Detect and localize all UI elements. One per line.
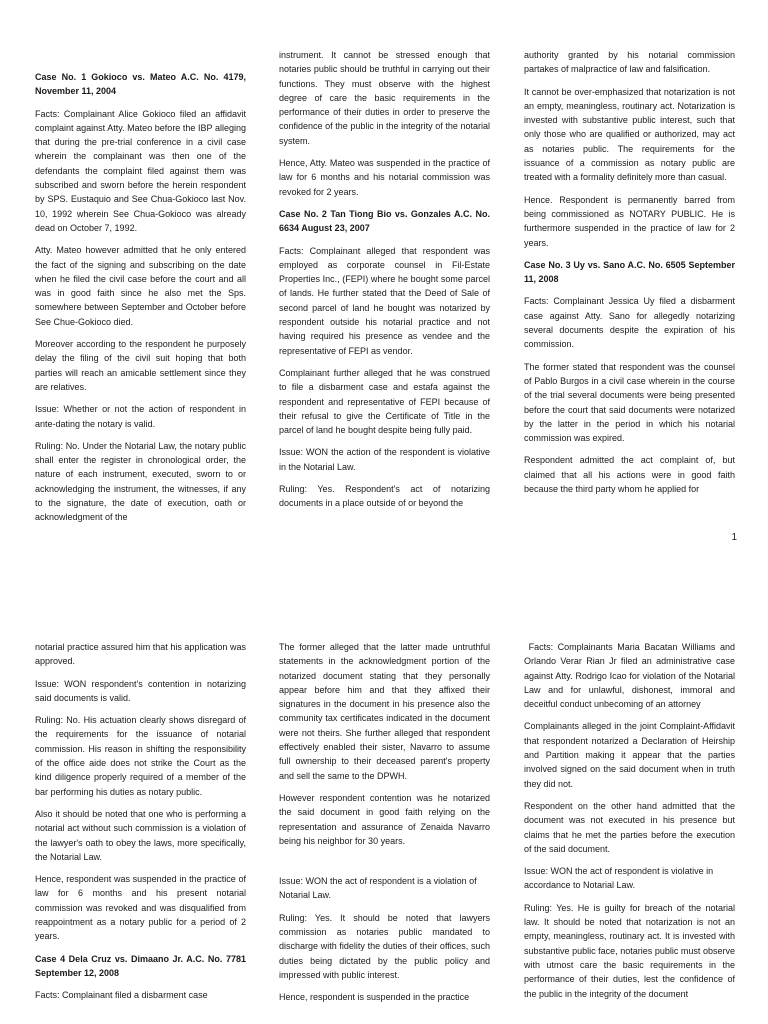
paragraph: Respondent on the other hand admitted that the document was not executed in his presence but claims that he met the parties before the execution of the said document. [524,800,735,854]
page1-column-1 [35,70,246,533]
paragraph: Atty. Mateo however admitted that he only entered the fact of the signing and subscribing on the date when he filed the civil case before the court and all was in good faith since he also met the Sps. somewhere between September and October before See Chue-Gokioco died. [35,245,246,327]
paragraph: Issue: WON the act of respondent is violative in accordance to Notarial Law. [524,866,714,891]
paragraph: Respondent admitted the act complaint of, but claimed that all his actions were in good faith because the third party whom he applied for [524,455,735,495]
paragraph: Issue: WON the action of the respondent is violative in the Notarial Law. [279,447,490,472]
paragraph: Complainant further alleged that he was construed to file a disbarment case and estafa against the respondent and representative of FEPI because of their refusal to give the Certificate of Title in the parcel of land he bought despite being fully paid. [279,367,490,436]
paragraph: Hence, respondent was suspended in the practice of law for 6 months and his present notarial commission was revoked and was disqualified from reappointment as a notary public for a period of 2 years. [35,874,246,942]
case-heading: Case No. 3 Uy vs. Sano A.C. No. 6505 September 11, 2008 [524,259,735,285]
paragraph: The former alleged that the latter made untruthful statements in the acknowledgment portion of the notarized document stating that they personally appear before him and that they affixed their signatures in the document in his presence also the community tax certificates indicated in the document were not theirs. She further alleged that respondent effectively enabled their sister, Navarro to assume full ownership to their deceased parent's property and sell the same to the DPWH. [279,642,490,781]
paragraph: Issue: Whether or not the action of respondent in ante-dating the notary is valid. [35,404,246,429]
paragraph: Ruling: Yes. It should be noted that lawyers commission as notaries public mandated to discharge with fidelity the duties of their offices, such duties being dictated by the public policy and impressed with public interest. [279,912,490,980]
paragraph: Facts: Complainant Alice Gokioco filed an affidavit complaint against Atty. Mateo before the IBP alleging that during the pre-trial conference in a civil case wherein the complainant was then one of the defendants the complaint filed against them was subscribed and sworn before the herein respondent by SPS. Eustaquio and See Chua-Gokioco last Nov. 10, 1992 wherein See Chua-Gokioco was already dead on October 7, 1992. [35,108,246,233]
paragraph: Hence. Respondent is permanently barred from being commissioned as NOTARY PUBLIC. He is furthermore suspended in the practice of law for 2 years. [524,194,735,248]
paragraph: Facts: Complainants Maria Bacatan Williams and Orlando Verar Rian Jr filed an administrative case against Atty. Rodrigo Icao for violation of the Notarial Law and for unlawful, dishonest, immoral and deceitful conduct unbecoming of an attorney [524,642,735,710]
paragraph: Facts: Complainant alleged that respondent was employed as corporate counsel in Fil-Estate Properties Inc., (FEPI) where he bought some parcel of lands. He further stated that the Deed of Sale of second parcel of land he bought was notarized by respondent outside his notarial practice and not having required his presence as vendee and the representative of FEPI as vendor. [279,245,490,356]
page2-column-1 [35,640,246,1011]
paragraph: instrument. It cannot be stressed enough that notaries public should be truthful in carrying out their functions. They must observe with the highest degree of care the basic requirements in the performance of their duties in order to preserve the confidence of the public in the integrity of the notarial system. [279,50,490,146]
page2-column-3 [524,640,735,1009]
case-heading: Case No. 2 Tan Tiong Bio vs. Gonzales A.C. No. 6634 August 23, 2007 [279,208,490,234]
paragraph: It cannot be over-emphasized that notarization is not an empty, meaningless, routinary act. Notarization is invested with substantive public interest, such that only those who are qualified or authorized, may act as notaries public. The requirements for the issuance of a commission as notary public are treated with a formality definitely more than casual. [524,86,735,183]
paragraph: Ruling: Yes. He is guilty for breach of the notarial law. It should be noted that notarization is not an empty, meaningless, routinary act. It is invested with substantive public face, notaries public must observe with utmost care the basic requirements in the performance of their duties, lest the confidence of the public in the integrity of the document [524,902,735,999]
paragraph: Hence, Atty. Mateo was suspended in the practice of law for 6 months and his notarial commission was revoked for 2 years. [279,158,490,197]
paragraph: Also it should be noted that one who is performing a notarial act without such commission is a violation of the lawyer's oath to obey the laws, more specifically, the Notarial Law. [35,808,246,862]
page-number: 1 [731,532,737,543]
case-heading: Case 4 Dela Cruz vs. Dimaano Jr. A.C. No. 7781 September 12, 2008 [35,953,246,978]
page1-column-2 [279,48,490,519]
page2-column-2 [279,640,490,1013]
paragraph: However respondent contention was he notarized the said document in good faith relying on the representation and assurance of Zenaida Navarro being his neighbor for 30 years. [279,792,490,846]
paragraph: Complainants alleged in the joint Complaint-Affidavit that respondent notarized a Declaration of Heirship and Partition making it appear that the parties involved signed on the said document when in truth they did not. [524,721,735,789]
paragraph: Ruling: Yes. Respondent's act of notarizing documents in a place outside of or beyond the [279,484,490,509]
paragraph: Issue: WON the act of respondent is a violation of Notarial Law. [279,876,477,901]
paragraph: Ruling: No. His actuation clearly shows disregard of the requirements for the issuance of notarial commission. His reason in shifting the responsibility of the office aide does not strike the Court as the kind diligence properly required of a member of the bar performing his duties as notary public. [35,715,246,797]
page1-column-3 [524,48,735,504]
paragraph: Facts: Complainant Jessica Uy filed a disbarment case against Atty. Sano for allegedly notarizing several documents despite the expiration of his commission. [524,296,735,350]
paragraph: Ruling: No. Under the Notarial Law, the notary public shall enter the register in chronological order, the nature of each instrument, executed, sworn to or acknowledging the instrument, the witnesses, if any to the signature, the date of execution, oath or acknowledgment of the [35,440,246,523]
paragraph: Moreover according to the respondent he purposely delay the filing of the civil suit hoping that both parties will reach an amicable settlement since they are relatives. [35,339,246,392]
case-heading: Case No. 1 Gokioco vs. Mateo A.C. No. 4179, November 11, 2004 [35,72,246,97]
paragraph: Facts: Complainant filed a disbarment case [35,990,208,1001]
paragraph: The former stated that respondent was the counsel of Pablo Burgos in a civil case wherein in the course of the trial several documents were being presented before the court that said documents were notarized by the latter in the period in which his notarial commission was expired. [524,361,735,444]
paragraph: authority granted by his notarial commission partakes of malpractice of law and falsification. [524,50,735,75]
paragraph: notarial practice assured him that his application was approved. [35,642,246,667]
paragraph: Hence, respondent is suspended in the practice [279,992,470,1003]
paragraph: Issue: WON respondent's contention in notarizing said documents is valid. [35,678,246,703]
